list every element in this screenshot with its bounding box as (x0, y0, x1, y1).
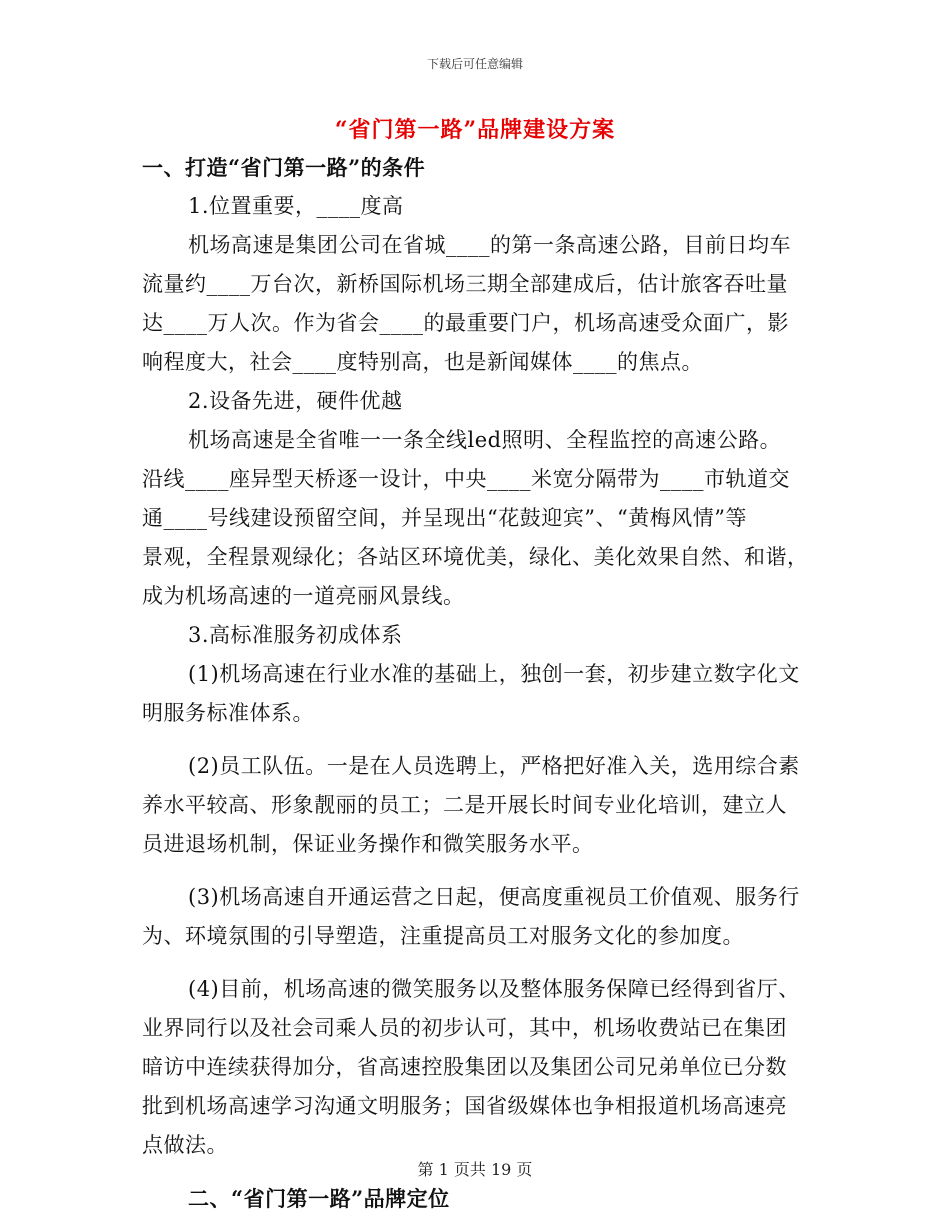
list-item-4-line: (4)目前，机场高速的微笑服务以及整体服务保障已经得到省厅、 (188, 977, 800, 1001)
document-body (142, 148, 810, 1218)
list-item-2-line: 养水平较高、形象靓丽的员工；二是开展长时间专业化培训，建立人 (142, 793, 787, 817)
paragraph-line: 成为机场高速的一道亮丽风景线。 (142, 584, 465, 608)
paragraph-line: 响程度大，社会____度特别高，也是新闻媒体____的焦点。 (142, 350, 703, 374)
subheading-2: 2.设备先进，硬件优越 (188, 389, 403, 413)
list-item-4-line: 暗访中连续获得加分，省高速控股集团以及集团公司兄弟单位已分数 (142, 1055, 787, 1079)
paragraph-line: 流量约____万台次，新桥国际机场三期全部建成后，估计旅客吞吐量 (142, 272, 788, 296)
page-header-note: 下载后可任意编辑 (426, 57, 523, 71)
list-item-3-line: 为、环境氛围的引导塑造，注重提高员工对服务文化的参加度。 (142, 924, 744, 948)
paragraph-line: 景观，全程景观绿化；各站区环境优美，绿化、美化效果自然、和谐， (142, 545, 809, 569)
paragraph-line: 机场高速是全省唯一一条全线led照明、全程监控的高速公路。 (188, 428, 782, 452)
list-item-4-line: 批到机场高速学习沟通文明服务；国省级媒体也争相报道机场高速亮 (142, 1094, 787, 1118)
paragraph-line: 沿线____座异型天桥逐一设计，中央____米宽分隔带为____市轨道交 (142, 467, 790, 491)
list-item-1-line: 明服务标准体系。 (142, 701, 314, 725)
list-item-1-line: (1)机场高速在行业水准的基础上，独创一套，初步建立数字化文 (188, 662, 800, 686)
page-footer: 第 1 页共 19 页 (417, 1160, 533, 1179)
list-item-4-line: 业界同行以及社会司乘人员的初步认可，其中，机场收费站已在集团 (142, 1016, 787, 1040)
list-item-3-line: (3)机场高速自开通运营之日起，便高度重视员工价值观、服务行 (188, 885, 800, 909)
paragraph-line: 达____万人次。作为省会____的最重要门户，机场高速受众面广，影 (142, 311, 789, 335)
section-heading-2: 二、“省门第一路”品牌定位 (188, 1186, 450, 1211)
paragraph-line: 通____号线建设预留空间，并呈现出“花鼓迎宾”、“黄梅风情”等 (142, 506, 747, 530)
list-item-4-line: 点做法。 (142, 1133, 228, 1157)
document-title: “省门第一路”品牌建设方案 (334, 117, 616, 143)
subheading-1: 1.位置重要，____度高 (188, 194, 404, 218)
paragraph-line: 机场高速是集团公司在省城____的第一条高速公路，目前日均车 (188, 233, 791, 257)
section-heading-1: 一、打造“省门第一路”的条件 (142, 155, 426, 180)
list-item-2-line: 员进退场机制，保证业务操作和微笑服务水平。 (142, 832, 594, 856)
subheading-3: 3.高标准服务初成体系 (188, 623, 403, 647)
list-item-2-line: (2)员工队伍。一是在人员选聘上，严格把好准入关，选用综合素 (188, 754, 800, 778)
